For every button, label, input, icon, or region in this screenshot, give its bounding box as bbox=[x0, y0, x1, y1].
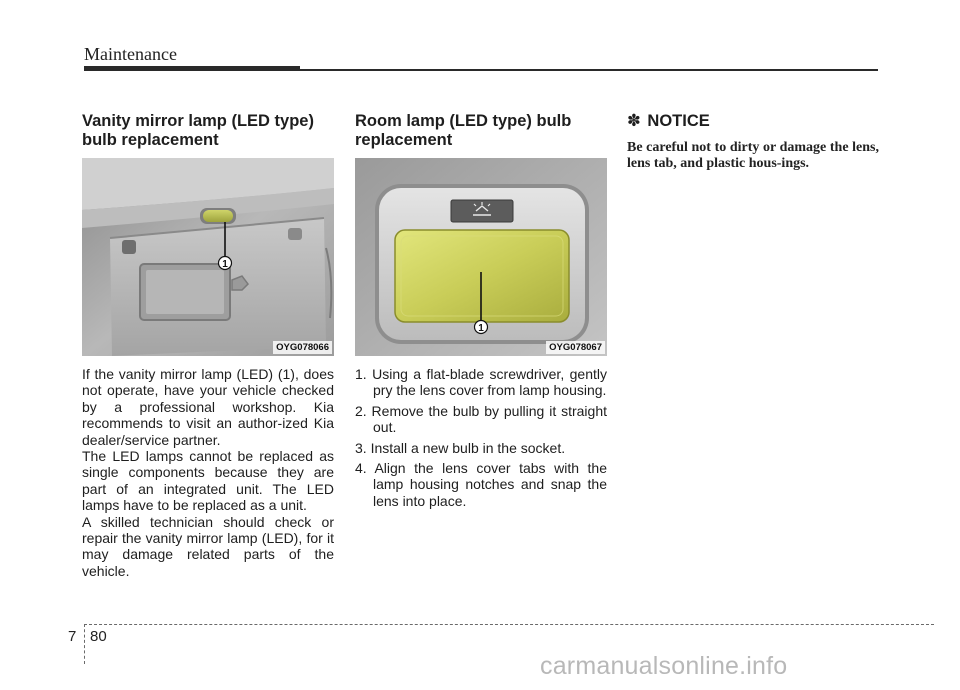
room-lamp-step-1: 1. Using a flat-blade screwdriver, gently pry the lens cover from lamp housing. bbox=[355, 366, 607, 399]
vanity-paragraph-2: The LED lamps cannot be replaced as single components because they are part of an integrated unit. The LED lamps have to be replaced as a unit. bbox=[82, 448, 334, 514]
header-rule-thick bbox=[84, 66, 300, 71]
page-chapter-number: 7 bbox=[68, 628, 77, 645]
notice-section bbox=[627, 112, 879, 173]
notice-star-icon: ✽ bbox=[627, 112, 641, 130]
vanity-figure bbox=[82, 158, 334, 356]
notice-heading bbox=[627, 112, 879, 131]
vanity-paragraph-1: If the vanity mirror lamp (LED) (1), does not operate, have your vehicle checked by a professional workshop. Kia recommends to visit an author-ized Kia dealer/service partner. bbox=[82, 366, 334, 448]
header-rule-thin bbox=[300, 69, 878, 71]
footer-divider bbox=[84, 624, 85, 664]
room-lamp-callout-label: 1 bbox=[478, 323, 484, 334]
vanity-figure-code: OYG078066 bbox=[273, 341, 332, 354]
vanity-section bbox=[82, 112, 334, 579]
room-lamp-step-4: 4. Align the lens cover tabs with the lamp housing notches and snap the lens into place. bbox=[355, 460, 607, 509]
room-lamp-figure bbox=[355, 158, 607, 356]
notice-heading-text: NOTICE bbox=[647, 112, 710, 130]
notice-text: Be careful not to dirty or damage the lens, lens tab, and plastic hous-ings. bbox=[627, 140, 879, 172]
room-lamp-heading: Room lamp (LED type) bulb replacement bbox=[355, 112, 572, 149]
vanity-paragraph-3: A skilled technician should check or repair the vanity mirror lamp (LED), for it may damage related parts of the vehicle. bbox=[82, 513, 334, 579]
room-lamp-step-3: 3. Install a new bulb in the socket. bbox=[355, 439, 566, 456]
room-lamp-figure-code: OYG078067 bbox=[546, 341, 605, 354]
vanity-heading: Vanity mirror lamp (LED type) bulb replacement bbox=[82, 112, 314, 149]
room-lamp-step-2: 2. Remove the bulb by pulling it straight out. bbox=[355, 402, 607, 436]
room-lamp-illustration bbox=[355, 158, 607, 356]
room-lamp-steps bbox=[355, 366, 607, 509]
vanity-body bbox=[82, 366, 334, 579]
watermark: carmanualsonline.info bbox=[540, 652, 788, 680]
page-header-title: Maintenance bbox=[84, 44, 177, 64]
page-number: 80 bbox=[90, 628, 107, 645]
room-lamp-section bbox=[355, 112, 607, 513]
vanity-callout-label: 1 bbox=[222, 259, 228, 270]
vanity-mirror-illustration bbox=[82, 158, 334, 356]
footer-rule bbox=[84, 624, 934, 625]
